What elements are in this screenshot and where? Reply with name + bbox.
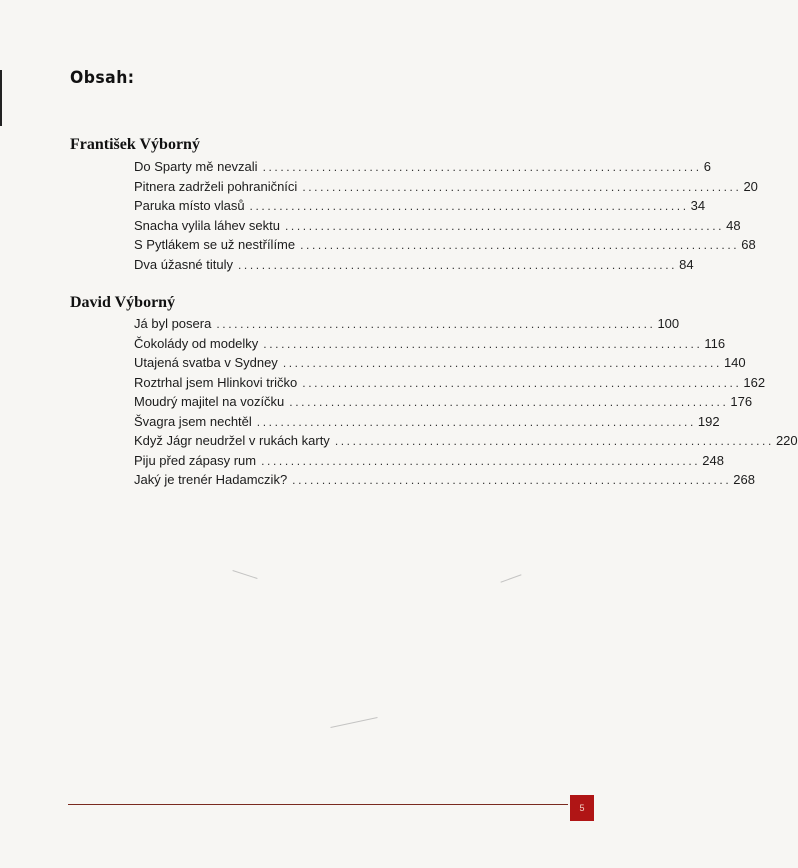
toc-entry[interactable] xyxy=(134,470,755,490)
paper-scuff xyxy=(232,570,257,579)
paper-scuff xyxy=(330,717,377,728)
toc-entry-title: Do Sparty mě nevzali xyxy=(134,159,258,174)
toc-entry-title: Švagra jsem nechtěl xyxy=(134,413,252,429)
dot-leader: .......................................................................... xyxy=(263,336,703,351)
toc-entry[interactable] xyxy=(134,196,706,216)
dot-leader: .......................................................................... xyxy=(262,160,702,174)
toc-entry-page: 176 xyxy=(730,394,753,409)
page-number-badge: 5 xyxy=(570,795,594,821)
toc-list xyxy=(134,314,798,490)
dot-leader: .......................................................................... xyxy=(289,395,729,409)
section-heading: David Výborný xyxy=(70,294,176,311)
toc-entry-title: Moudrý majitel na vozíčku xyxy=(134,394,285,409)
toc-entry-title: Pitnera zadrželi pohraničníci xyxy=(134,178,298,194)
toc-entry-page: 20 xyxy=(743,178,758,194)
toc-entry-title: Paruka místo vlasů xyxy=(134,198,245,213)
dot-leader: .......................................................................... xyxy=(302,179,742,194)
dot-leader: .......................................................................... xyxy=(249,199,689,213)
toc-entry-title: Čokolády od modelky xyxy=(134,335,259,351)
dot-leader: .......................................................................... xyxy=(292,473,732,487)
toc-entry-page: 268 xyxy=(733,472,755,487)
page-edge-mark xyxy=(0,70,2,126)
toc-entry-page: 192 xyxy=(697,413,720,429)
toc-entry-page: 6 xyxy=(703,159,711,174)
toc-entry-title: Já byl posera xyxy=(134,316,212,331)
toc-entry-page: 116 xyxy=(704,335,726,351)
dot-leader: .......................................................................... xyxy=(256,414,696,429)
toc-entry[interactable] xyxy=(134,373,766,393)
toc-entry-page: 100 xyxy=(657,316,680,331)
page-title: Obsah: xyxy=(70,68,135,88)
toc-entry[interactable] xyxy=(134,216,741,236)
dot-leader: .......................................................................... xyxy=(261,453,701,468)
toc-entry-title: Snacha vylila láhev sektu xyxy=(134,217,280,233)
toc-entry-title: Piju před zápasy rum xyxy=(134,452,257,468)
toc-entry-title: Utajená svatba v Sydney xyxy=(134,355,278,370)
toc-entry-title: S Pytlákem se už nestřílíme xyxy=(134,237,296,252)
paper-scuff xyxy=(500,574,521,582)
toc-entry[interactable] xyxy=(134,412,720,432)
toc-entry-page: 162 xyxy=(743,374,766,390)
toc-entry-page: 34 xyxy=(690,198,706,213)
toc-list xyxy=(134,157,758,274)
toc-entry-title: Dva úžasné tituly xyxy=(134,256,233,272)
toc-entry[interactable] xyxy=(134,353,746,373)
toc-entry[interactable] xyxy=(134,177,758,197)
toc-entry[interactable] xyxy=(134,157,711,177)
dot-leader: .......................................................................... xyxy=(216,317,656,331)
toc-entry-page: 140 xyxy=(723,355,746,370)
toc-entry-page: 68 xyxy=(741,237,756,252)
toc-entry[interactable] xyxy=(134,392,753,412)
toc-entry-page: 220 xyxy=(775,433,798,448)
dot-leader: .......................................................................... xyxy=(300,238,740,252)
toc-entry-page: 248 xyxy=(702,452,724,468)
toc-entry-title: Když Jágr neudržel v rukách karty xyxy=(134,433,330,448)
dot-leader: .......................................................................... xyxy=(302,375,742,390)
dot-leader: .......................................................................... xyxy=(334,434,774,448)
section-heading: František Výborný xyxy=(70,136,200,153)
toc-entry-page: 48 xyxy=(726,217,741,233)
dot-leader: .......................................................................... xyxy=(284,218,725,233)
toc-entry[interactable] xyxy=(134,255,694,275)
toc-entry-page: 84 xyxy=(679,256,694,272)
dot-leader: .......................................................................... xyxy=(282,356,722,370)
toc-entry-title: Jaký je trenér Hadamczik? xyxy=(134,472,288,487)
toc-entry-title: Roztrhal jsem Hlinkovi tričko xyxy=(134,374,298,390)
toc-entry[interactable] xyxy=(134,235,756,255)
footer-rule xyxy=(68,804,568,805)
toc-entry[interactable] xyxy=(134,334,726,354)
toc-entry[interactable] xyxy=(134,314,680,334)
toc-entry[interactable] xyxy=(134,451,724,471)
toc-entry[interactable] xyxy=(134,431,798,451)
dot-leader: .......................................................................... xyxy=(238,257,678,272)
